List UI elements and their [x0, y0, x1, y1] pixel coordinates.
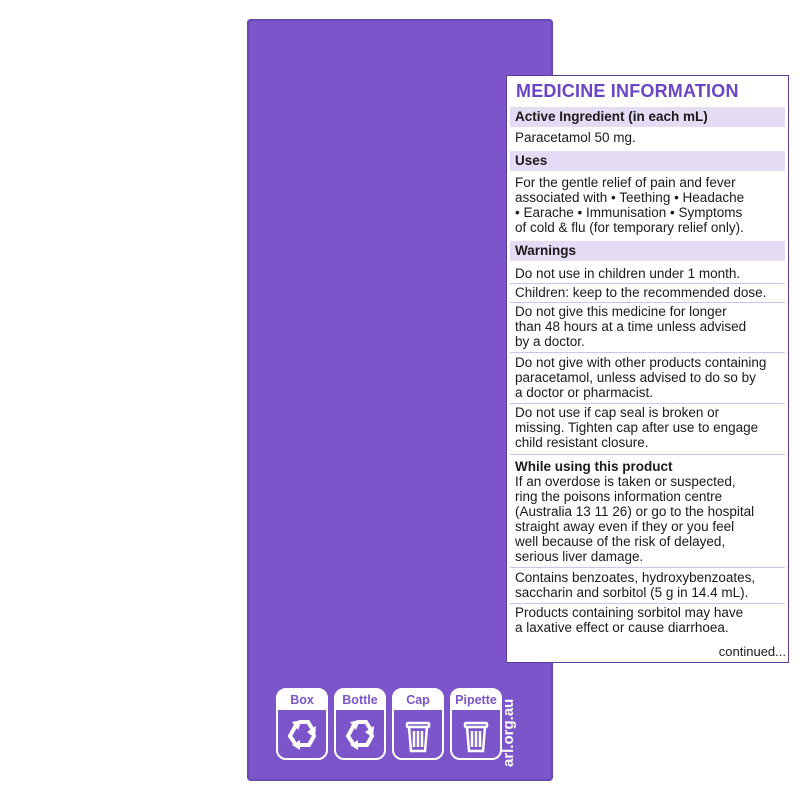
recycling-item-label: Cap: [394, 690, 442, 710]
bin-icon: [456, 712, 496, 756]
warning-item: Do not use if cap seal is broken or missing. Tighten cap after use to engage child resistant closure.: [515, 405, 759, 450]
medicine-information-panel: [506, 75, 789, 663]
divider: [510, 603, 785, 604]
recycling-box-label: [276, 688, 328, 760]
uses-text: For the gentle relief of pain and fever associated with • Teething • Headache • Earache • Immunisation • Symptoms of cold & flu (for temporary relief only).: [515, 175, 745, 235]
warning-item: Do not give this medicine for longer than 48 hours at a time unless advised by a doctor.: [515, 304, 747, 349]
warnings-heading: Warnings: [510, 241, 785, 261]
recycling-labels: [0, 688, 800, 768]
warning-item: Do not give with other products containing paracetamol, unless advised to do so by a doctor or pharmacist.: [515, 355, 767, 400]
medicine-box-side: [247, 19, 786, 781]
while-using-heading: While using this product: [515, 459, 673, 474]
recycling-item-label: Pipette: [452, 690, 500, 710]
recycling-pipette-label: [450, 688, 502, 760]
warning-item: Do not use in children under 1 month.: [515, 266, 741, 281]
recycle-icon: [340, 712, 380, 756]
arl-website: arl.org.au: [500, 698, 517, 768]
warning-item: Children: keep to the recommended dose.: [515, 285, 767, 300]
recycling-bottle-label: [334, 688, 386, 760]
divider: [510, 567, 785, 568]
active-ingredient-heading: Active Ingredient (in each mL): [510, 107, 785, 127]
uses-heading: Uses: [510, 151, 785, 171]
divider: [510, 454, 785, 455]
active-ingredient-text: Paracetamol 50 mg.: [515, 130, 636, 145]
while-using-text: If an overdose is taken or suspected, ring the poisons information centre (Australia 13 11 26) or go to the hospital straight away even if they or you feel well because of the risk of delayed, serious liver damage.: [515, 474, 755, 564]
divider: [510, 283, 785, 284]
bin-icon: [398, 712, 438, 756]
sorbitol-text: Products containing sorbitol may have a laxative effect or cause diarrhoea.: [515, 605, 744, 635]
divider: [510, 352, 785, 353]
panel-title: MEDICINE INFORMATION: [516, 81, 739, 101]
recycling-item-label: Box: [278, 690, 326, 710]
continued-text: continued...: [718, 644, 786, 659]
divider: [510, 403, 785, 404]
recycling-item-label: Bottle: [336, 690, 384, 710]
divider: [510, 302, 785, 303]
contains-text: Contains benzoates, hydroxybenzoates, saccharin and sorbitol (5 g in 14.4 mL).: [515, 570, 756, 600]
recycle-icon: [282, 712, 322, 756]
recycling-cap-label: [392, 688, 444, 760]
